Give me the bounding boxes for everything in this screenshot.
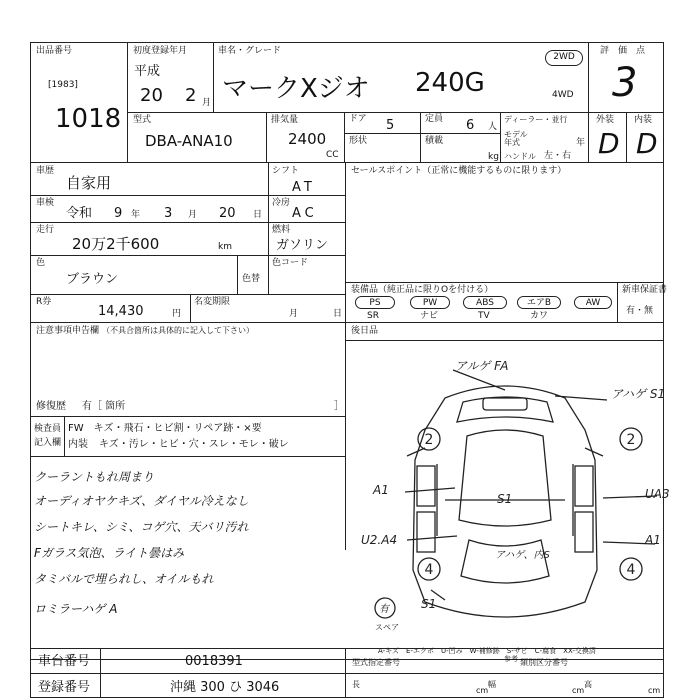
divider	[345, 322, 664, 323]
fuel-label: 燃料	[272, 225, 291, 235]
interior-grade: D	[636, 127, 658, 160]
damage-legend: A-キズ E-エクボ U-凹み W-補修跡 S-サビ C-腐食 XX-交換済	[378, 647, 596, 655]
model-year-unit: 年	[576, 138, 586, 148]
repair-close: ］	[334, 401, 344, 412]
divider	[617, 282, 618, 322]
doors-label: ドア	[349, 114, 367, 124]
equip-sr: SR	[367, 311, 379, 321]
inspector-label-1: 検査員	[34, 424, 62, 434]
inspection-era: 令和	[66, 206, 93, 221]
history-label: 車歴	[36, 166, 55, 176]
handwritten-note-4: Fガラス気泡、ライト曇はみ	[34, 546, 185, 560]
model-label: 型式	[133, 115, 152, 125]
handle-label: ハンドル	[504, 152, 536, 161]
inspection-month: 3	[164, 206, 173, 221]
damage-label-rear: アハゲ、内S	[495, 550, 550, 561]
handwritten-note-5: タミバルで埋られし、オイルもれ	[34, 572, 214, 586]
divider	[626, 112, 627, 162]
ac-label: 冷房	[272, 198, 291, 208]
score-label: 評 価 点	[600, 46, 646, 56]
equip-aw-label: AW	[585, 298, 601, 308]
plate-label: 登録番号	[38, 680, 91, 695]
car-diagram	[345, 340, 670, 640]
capacity-unit: 人	[488, 122, 498, 132]
equip-airbag-label: エアB	[526, 298, 552, 308]
equip-tv: TV	[478, 311, 490, 321]
tire-rear-right: 4	[626, 562, 636, 578]
car-name: マークXジオ	[222, 74, 370, 104]
mileage-value: 20万2千600	[72, 235, 160, 253]
notes-sub: （不具合箇所は具体的に記入して下さい）	[102, 326, 254, 335]
divider	[420, 112, 421, 162]
inspection-label: 車検	[36, 198, 55, 208]
tire-front-right: 2	[626, 432, 636, 448]
equip-airbag	[517, 296, 561, 309]
capacity-label: 定員	[425, 114, 444, 124]
handwritten-note-1: クーラントもれ周まり	[34, 470, 155, 484]
ref-length-unit: cm	[476, 686, 489, 695]
spare-mark: 有	[379, 604, 389, 615]
damage-label-left-rear: U2.A4	[361, 533, 398, 547]
km-unit: km	[218, 242, 232, 252]
divider	[213, 42, 214, 112]
repair-label: 修復歴	[36, 401, 66, 412]
damage-label-roof: S1	[497, 492, 513, 506]
color-change-label: 色替	[242, 274, 261, 284]
warranty-label: 名変期限	[194, 297, 231, 307]
divider	[64, 416, 65, 456]
cc-unit: CC	[326, 150, 339, 160]
sales-point-label: セールスポイント（正常に機能するものに限ります）	[351, 166, 567, 176]
divider	[30, 416, 345, 417]
plate-value: 沖縄 300 ひ 3046	[170, 680, 280, 695]
warranty-day: 日	[333, 309, 343, 319]
shift-value: AT	[292, 180, 316, 195]
handwritten-note-6: ロミラーハゲ A	[34, 602, 118, 616]
chassis-value: 0018391	[185, 654, 243, 669]
inspection-year: 9	[114, 206, 123, 221]
name-label: 車名・グレード	[218, 46, 282, 56]
handle-value: 左・右	[544, 151, 572, 161]
yen-unit: 円	[172, 309, 182, 319]
color-code-label: 色コード	[272, 258, 309, 268]
reg-month: 2	[185, 85, 197, 106]
inspection-month-unit: 月	[188, 210, 198, 220]
type-designation-label: 型式指定番号	[352, 658, 400, 667]
divider	[30, 222, 268, 223]
divider	[500, 112, 501, 162]
divider	[30, 162, 664, 163]
notes-label: 注意事項申告欄	[36, 326, 100, 336]
fuel-value: ガソリン	[276, 238, 329, 253]
equip-abs-label: ABS	[476, 298, 494, 308]
divider	[588, 42, 589, 162]
doors-value: 5	[386, 118, 395, 133]
load-unit: kg	[488, 152, 499, 162]
inspector-label-2: 記入欄	[34, 438, 62, 448]
reg-year: 20	[140, 85, 163, 106]
ref-width-label: 幅	[488, 680, 496, 689]
reg-month-unit: 月	[202, 98, 212, 108]
equip-navi: ナビ	[420, 311, 439, 321]
divider	[344, 112, 345, 162]
color-value: ブラウン	[66, 272, 119, 287]
new-car-warranty-label: 新車保証書	[622, 285, 668, 295]
tire-front-left: 2	[424, 432, 434, 448]
exterior-label: 外装	[596, 115, 615, 125]
new-car-warranty-value: 有・無	[626, 306, 654, 316]
warranty-month: 月	[289, 309, 299, 319]
displacement-label: 排気量	[271, 115, 299, 125]
repair-text: 有［ 箇所	[82, 401, 126, 412]
drive-2wd-circle	[545, 50, 583, 66]
reg-era: 平成	[134, 64, 161, 79]
damage-label-left-front: A1	[373, 483, 389, 497]
recycle-label: R券	[36, 297, 52, 307]
aftermarket-label: 後日品	[351, 326, 379, 336]
equip-abs	[463, 296, 507, 309]
inspection-year-unit: 年	[131, 210, 141, 220]
equip-leather: カワ	[530, 311, 549, 321]
damage-label-rear-left: S1	[421, 597, 437, 611]
divider	[268, 222, 345, 223]
lot-sub: [1983]	[48, 80, 78, 90]
handwritten-note-2: オーディオヤケキズ、ダイヤル冷えなし	[34, 494, 249, 508]
divider	[268, 195, 345, 196]
load-label: 積載	[425, 136, 444, 146]
shift-label: シフト	[272, 166, 300, 176]
damage-label-right-front: UA3	[645, 487, 670, 501]
equip-ps	[355, 296, 395, 309]
divider	[344, 133, 500, 134]
model-code: DBA-ANA10	[145, 132, 233, 150]
spare-label: スペア	[375, 623, 399, 632]
divider	[30, 322, 345, 323]
exterior-grade: D	[598, 127, 620, 160]
damage-label-right-rear: A1	[645, 533, 661, 547]
divider	[266, 112, 267, 162]
ref-length-label: 長	[352, 680, 360, 689]
divider	[237, 255, 238, 294]
divider	[268, 162, 269, 294]
inspector-row-2: キズ・汚レ・ヒビ・穴・スレ・モレ・破レ	[99, 439, 289, 450]
handwritten-note-3: シートキレ、シミ、コゲ穴、天バリ汚れ	[34, 520, 249, 534]
divider	[127, 42, 128, 162]
divider	[190, 294, 191, 322]
drive-2wd: 2WD	[553, 52, 575, 62]
inspection-day: 20	[219, 206, 236, 221]
divider	[30, 294, 345, 295]
shape-label: 形状	[349, 136, 368, 146]
equip-ps-label: PS	[369, 298, 381, 308]
equip-pw-label: PW	[422, 298, 438, 308]
mileage-label: 走行	[36, 225, 55, 235]
divider	[30, 255, 268, 256]
divider	[127, 112, 588, 113]
class-number-label: 類別区分番号	[520, 658, 568, 667]
lot-number: 1018	[55, 104, 122, 134]
reg-label: 初度登録年月	[133, 46, 188, 56]
drive-4wd: 4WD	[552, 90, 574, 100]
ac-value: AC	[292, 206, 318, 221]
damage-legend-ref: 参考	[504, 655, 518, 663]
dealer-label: ディーラー・並行	[504, 115, 568, 124]
interior-label: 内装	[634, 115, 653, 125]
ref-height-label: 高	[584, 680, 592, 689]
damage-label-front: アルゲ FA	[455, 359, 509, 373]
divider	[30, 673, 664, 674]
divider	[30, 456, 345, 457]
equip-pw	[410, 296, 450, 309]
divider	[268, 255, 345, 256]
ref-width-unit: cm	[572, 686, 585, 695]
lot-label: 出品番号	[36, 46, 73, 56]
history-value: 自家用	[66, 174, 112, 192]
ref-height-unit: cm	[648, 686, 661, 695]
score-value: 3	[612, 60, 638, 106]
color-label: 色	[36, 258, 46, 268]
model-year-label: モデル年式	[504, 130, 528, 147]
inspection-day-unit: 日	[253, 210, 263, 220]
tire-rear-left: 4	[424, 562, 434, 578]
divider	[30, 195, 268, 196]
displacement: 2400	[288, 130, 327, 148]
inspector-row-1: FW キズ・飛石・ヒビ割・リペア跡・×要	[68, 423, 262, 434]
inspector-row-2-prefix: 内装	[68, 439, 88, 450]
damage-label-front-right: アハゲ S1	[611, 387, 666, 401]
capacity-value: 6	[466, 118, 475, 133]
recycle-amount: 14,430	[98, 304, 144, 319]
chassis-label: 車台番号	[38, 654, 91, 669]
equip-aw	[574, 296, 612, 309]
car-grade: 240G	[415, 68, 485, 98]
equipment-label: 装備品（純正品に限りOを付ける）	[351, 285, 494, 295]
